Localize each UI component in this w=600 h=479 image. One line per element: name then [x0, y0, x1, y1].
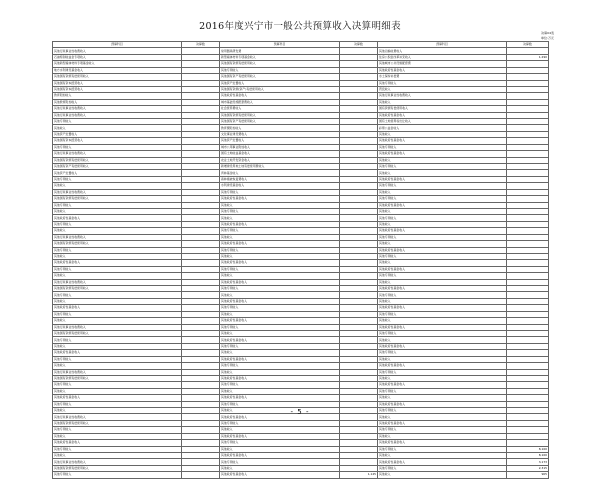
table-row	[53, 472, 549, 478]
budget-item-cell: 其他收入	[220, 202, 340, 208]
budget-item-cell: 其他政府性基金收入	[378, 266, 507, 272]
budget-item-cell: 其他政府性基金收入	[378, 363, 507, 369]
budget-item-cell: 彩票公益金收入	[378, 125, 507, 131]
budget-item-cell: 其他收入	[220, 369, 340, 375]
budget-item-cell: 其他收入	[378, 356, 507, 362]
budget-item-cell: 其他专项收入	[53, 176, 182, 182]
budget-item-cell: 其他政府性基金收入	[220, 356, 340, 362]
budget-item-cell: 其他专项收入	[53, 427, 182, 433]
budget-item-cell: 国有土地收益基金收入	[220, 151, 340, 157]
amount-cell: 8,100	[507, 453, 549, 459]
budget-item-cell: 其他专项收入	[53, 356, 182, 362]
amount-cell: 2,315	[507, 465, 549, 471]
budget-item-cell: 地方水利建设基金收入	[53, 67, 182, 73]
budget-item-cell: 其他收入	[53, 388, 182, 394]
budget-item-cell: 其他专项收入	[220, 324, 340, 330]
budget-item-cell: 其他收入	[378, 298, 507, 304]
budget-item-cell: 石油特别收益金专项收入	[53, 54, 182, 60]
budget-item-cell: 其他收入	[53, 183, 182, 189]
column-header: 决算数	[182, 42, 220, 48]
amount-cell: 8,100	[507, 446, 549, 452]
budget-item-cell: 其他政府性基金收入	[378, 305, 507, 311]
budget-item-cell: 其他收入	[378, 279, 507, 285]
budget-item-cell: 其他收入	[220, 330, 340, 336]
budget-item-cell: 其他收入	[220, 253, 340, 259]
budget-item-cell: 其他政府性基金收入	[220, 375, 340, 381]
budget-item-cell: 其他行政事业性收费收入	[53, 151, 182, 157]
budget-item-cell: 其他政府性基金收入	[378, 67, 507, 73]
budget-item-cell: 其他专项收入	[53, 337, 182, 343]
budget-item-cell: 其他专项收入	[53, 202, 182, 208]
budget-item-cell: 其他政府性基金收入	[220, 433, 340, 439]
budget-item-cell: 其他专项收入	[378, 273, 507, 279]
budget-item-cell: 其他收入	[378, 318, 507, 324]
budget-item-cell: 城市公用事业附加收入	[220, 144, 340, 150]
budget-item-cell: 其他专项收入	[378, 408, 507, 414]
budget-item-cell: 其他收入	[378, 99, 507, 105]
budget-item-cell: 其他政府性基金收入	[220, 337, 340, 343]
budget-item-cell: 其他专项收入	[378, 144, 507, 150]
budget-item-cell: 其他收入	[53, 253, 182, 259]
budget-item-cell: 其他专项收入	[378, 427, 507, 433]
budget-item-cell: 其他行政事业性收费收入	[53, 112, 182, 118]
budget-item-cell: 其他收入	[220, 465, 340, 471]
budget-item-cell: 其他收入	[378, 395, 507, 401]
budget-item-cell: 其他收入	[53, 453, 182, 459]
budget-item-cell: 其他国有资源有偿使用收入	[53, 74, 182, 80]
budget-item-cell: 其他专项收入	[220, 401, 340, 407]
budget-item-cell: 其他行政事业性收费收入	[53, 414, 182, 420]
budget-item-cell: 其他专项收入	[53, 221, 182, 227]
budget-item-cell: 其他收入	[220, 273, 340, 279]
amount-cell: 1,290	[507, 54, 549, 60]
budget-item-cell: 育林基金收入	[220, 170, 340, 176]
budget-item-cell: 其他专项收入	[378, 330, 507, 336]
budget-item-cell: 其他资产处置收入	[220, 138, 340, 144]
budget-item-cell: 其他行政事业性收费收入	[53, 324, 182, 330]
budget-item-cell: 其他国有资源有偿使用收入	[220, 112, 340, 118]
column-header: 决算数	[340, 42, 378, 48]
budget-item-cell: 文化事业建设费收入	[220, 131, 340, 137]
budget-item-cell: 其他专项收入	[53, 247, 182, 253]
budget-item-cell: 其他专项收入	[378, 183, 507, 189]
budget-item-cell: 其他政府性基金收入	[378, 440, 507, 446]
budget-item-cell: 其他政府性基金收入	[220, 318, 340, 324]
budget-item-cell: 其他国有资源有偿使用收入	[53, 196, 182, 202]
page-number: - 5 -	[290, 408, 310, 416]
budget-item-cell: 其他专项收入	[220, 363, 340, 369]
budget-item-cell: 其他收入	[378, 337, 507, 343]
budget-item-cell: 其他政府性基金收入	[220, 279, 340, 285]
budget-item-cell: 城市基础设施配套费收入	[220, 99, 340, 105]
budget-item-cell: 其他专项收入	[53, 446, 182, 452]
budget-item-cell: 其他收入	[53, 208, 182, 214]
budget-item-cell: 其他收入	[378, 157, 507, 163]
budget-item-cell: 其他收入	[220, 408, 340, 414]
amount-cell: 1,145	[340, 472, 378, 478]
budget-item-cell: 其他政府性基金收入	[378, 151, 507, 157]
budget-item-cell: 其他收入	[378, 433, 507, 439]
budget-item-cell: 其他专项收入	[53, 472, 182, 478]
budget-item-cell: 其他专项收入	[220, 420, 340, 426]
budget-item-cell: 其他政府性基金收入	[53, 440, 182, 446]
budget-item-cell: 其他专项收入	[220, 208, 340, 214]
budget-item-cell: 其他收入	[220, 388, 340, 394]
budget-item-cell: 教育费附加收入	[220, 125, 340, 131]
budget-item-cell: 其他专项收入	[53, 382, 182, 388]
budget-item-cell: 其他行政事业性收费收入	[53, 189, 182, 195]
budget-item-cell: 其他专项收入	[220, 382, 340, 388]
budget-item-cell: 其他政府性基金收入	[220, 414, 340, 420]
budget-item-cell: 其他专项收入	[378, 311, 507, 317]
budget-item-cell: 其他专项收入	[378, 388, 507, 394]
budget-item-cell: 其他国有资产有偿使用收入	[53, 164, 182, 170]
budget-item-cell: 其他收入	[220, 350, 340, 356]
budget-item-cell: 其他专项收入	[378, 215, 507, 221]
budget-item-cell: 其他新型墙体材料专项基金收入	[53, 61, 182, 67]
amount-cell: 3,173	[507, 459, 549, 465]
column-header: 决算数	[507, 42, 549, 48]
budget-item-cell: 其他政府性基金收入	[220, 395, 340, 401]
budget-item-cell: 其他政府性基金收入	[220, 453, 340, 459]
budget-item-cell: 其他国有资源有偿使用收入	[53, 375, 182, 381]
budget-item-cell: 其他收入	[378, 241, 507, 247]
budget-item-cell: 其他收入	[53, 228, 182, 234]
budget-item-cell: 其他专项收入	[220, 305, 340, 311]
budget-item-cell: 其他行政事业性收费收入	[378, 93, 507, 99]
budget-item-cell: 其他专项收入	[53, 119, 182, 125]
budget-item-cell: 新型墙体材料专项基金收入	[220, 54, 340, 60]
budget-item-cell: 其他收入	[378, 131, 507, 137]
budget-item-cell: 其他资产处置收入	[53, 170, 182, 176]
column-header: 预算科目	[220, 42, 340, 48]
budget-item-cell: 其他国有资本经营收入	[53, 138, 182, 144]
budget-item-cell: 其他行政事业性收费收入	[53, 279, 182, 285]
budget-item-cell: 其他政府性基金收入	[378, 382, 507, 388]
budget-item-cell: 其他收入	[220, 311, 340, 317]
budget-item-cell: 其他专项收入	[378, 369, 507, 375]
budget-item-cell: 教育附加收入	[53, 93, 182, 99]
budget-item-cell: 其他收入	[53, 363, 182, 369]
budget-item-cell: 其他专项收入	[53, 266, 182, 272]
budget-item-cell: 其他教育附加收入	[53, 99, 182, 105]
budget-item-cell: 其他专项收入	[378, 253, 507, 259]
budget-item-cell: 其他政府性基金收入	[378, 324, 507, 330]
budget-item-cell: 其他国有资源有偿使用收入	[53, 157, 182, 163]
budget-item-cell: 其他政府性基金收入	[378, 228, 507, 234]
budget-item-cell: 其他政府性基金收入	[53, 395, 182, 401]
budget-item-cell: 其他国有资本经营收入	[53, 86, 182, 92]
budget-item-cell: 其他政府性基金收入	[378, 459, 507, 465]
budget-item-cell: 其他收入	[378, 208, 507, 214]
budget-item-cell: 其他收入	[378, 414, 507, 420]
budget-item-cell: 其他收入	[378, 170, 507, 176]
budget-item-cell: 其他收入	[220, 427, 340, 433]
budget-item-cell: 其他专项收入	[378, 234, 507, 240]
budget-item-cell: 其他政府性基金收入	[220, 221, 340, 227]
budget-item-cell: 其他国有资产有偿使用收入	[220, 74, 340, 80]
form-code: 决算04表	[541, 31, 554, 35]
amount-cell: 965	[507, 472, 549, 478]
budget-item-cell: 其他国有资源有偿使用收入	[53, 420, 182, 426]
budget-item-cell: 其他国有资本经营收入	[53, 80, 182, 86]
budget-item-cell: 罚没收入	[378, 86, 507, 92]
budget-item-cell: 森林植被恢复费收入	[220, 176, 340, 182]
budget-item-cell: 其他政府性基金收入	[220, 298, 340, 304]
budget-item-cell: 其他政府性基金收入	[220, 472, 340, 478]
unit-label: 单位:万元	[540, 36, 554, 40]
budget-item-cell: 其他政府性基金收入	[378, 343, 507, 349]
budget-item-cell: 其他收入	[378, 472, 507, 478]
budget-item-cell: 其他收入	[53, 318, 182, 324]
budget-item-cell: 其他专项收入	[220, 189, 340, 195]
budget-item-cell: 其他行政事业性收费收入	[53, 369, 182, 375]
budget-item-cell: 其他专项收入	[220, 343, 340, 349]
budget-item-cell: 其他政府性基金收入	[378, 401, 507, 407]
budget-item-cell: 其他专项收入	[378, 350, 507, 356]
budget-item-cell: 其他专项收入	[53, 401, 182, 407]
budget-item-cell: 其他专项收入	[378, 164, 507, 170]
budget-item-cell: 其他收入	[53, 343, 182, 349]
budget-item-cell: 其他政府性基金收入	[378, 112, 507, 118]
budget-item-cell: 其他专项收入	[220, 459, 340, 465]
budget-item-cell: 其他行政事业性收费收入	[53, 234, 182, 240]
budget-item-cell: 其他国有资源有偿使用收入	[220, 61, 340, 67]
budget-item-cell: 其他行政事业性收费收入	[53, 48, 182, 54]
budget-item-cell: 其他专项收入	[220, 266, 340, 272]
budget-item-cell: 其他政府性基金收入	[378, 286, 507, 292]
budget-item-cell: 其他国有资源有偿使用收入	[53, 465, 182, 471]
budget-item-cell: 其他专项收入	[220, 247, 340, 253]
budget-item-cell: 其他政府性基金收入	[378, 420, 507, 426]
budget-item-cell: 其他政府性基金收入	[378, 247, 507, 253]
budget-item-cell: 其他专项收入	[378, 80, 507, 86]
budget-item-cell: 其他专项收入	[220, 67, 340, 73]
budget-item-cell: 其他专项收入	[53, 311, 182, 317]
budget-item-cell: 其他国有资产有偿使用收入	[220, 119, 340, 125]
budget-item-cell: 社会抚养费收入	[220, 106, 340, 112]
budget-item-cell: 其他国有资源(资产)有偿使用收入	[220, 86, 340, 92]
column-header: 预算科目	[378, 42, 507, 48]
budget-item-cell: 其他收入	[378, 221, 507, 227]
budget-item-cell: 其他收入	[378, 375, 507, 381]
budget-item-cell: 常用器具研发费	[220, 48, 340, 54]
budget-item-cell: 其他专项收入	[53, 292, 182, 298]
budget-item-cell: 其他专项收入	[378, 465, 507, 471]
budget-item-cell: 其他专项收入	[220, 440, 340, 446]
budget-item-cell: 其他国有资源有偿使用收入	[53, 330, 182, 336]
budget-item-cell: 其他收入	[378, 453, 507, 459]
budget-item-cell: 其他专项收入	[378, 446, 507, 452]
budget-item-cell: 其他收入	[53, 298, 182, 304]
budget-item-cell: 新增建设用地土地有偿使用费收入	[220, 164, 340, 170]
budget-item-cell: 其他政府性基金收入	[53, 305, 182, 311]
budget-item-cell: 其他资产处置收入	[53, 131, 182, 137]
budget-item-cell: 其他收入	[53, 433, 182, 439]
budget-item-cell: 其他收入	[378, 189, 507, 195]
budget-item-cell: 其他政府性基金收入	[378, 202, 507, 208]
budget-item-cell: 其他行政事业性收费收入	[53, 459, 182, 465]
budget-item-cell: 水土保持补偿费	[378, 74, 507, 80]
budget-item-cell: 其他政府性基金收入	[53, 215, 182, 221]
budget-item-cell: 其他收入	[220, 234, 340, 240]
budget-item-cell: 农业土地开发资金收入	[220, 157, 340, 163]
budget-item-cell: 其他政府性基金收入	[53, 260, 182, 266]
budget-item-cell: 其他政府性基金收入	[220, 260, 340, 266]
budget-item-cell: 其他专项收入	[220, 286, 340, 292]
budget-item-cell: 其他政府性基金收入	[378, 176, 507, 182]
budget-item-cell: 水利建设基金收入	[220, 183, 340, 189]
budget-item-cell: 其他专项收入	[378, 196, 507, 202]
budget-item-cell: 其他专项收入	[220, 228, 340, 234]
budget-item-cell: 国有资源有偿使用收入	[378, 106, 507, 112]
budget-item-cell: 其他专项收入	[378, 292, 507, 298]
budget-item-cell: 其他收入	[378, 260, 507, 266]
budget-item-cell: 其他收入	[53, 273, 182, 279]
budget-item-cell: 国有土地使用权出让收入	[378, 119, 507, 125]
budget-item-cell: 其他收入	[220, 292, 340, 298]
budget-item-cell: 其他政府性基金收入	[220, 241, 340, 247]
budget-item-cell: 其他资产处置收入	[220, 80, 340, 86]
budget-item-cell: 其他国有资源有偿使用收入	[53, 241, 182, 247]
budget-item-cell: 其他收入	[53, 408, 182, 414]
budget-item-cell: 其他行政事业性收费收入	[53, 106, 182, 112]
budget-item-cell: 其他政府性基金收入	[220, 196, 340, 202]
column-header: 预算科目	[53, 42, 182, 48]
budget-item-cell: 其他政府性基金收入	[53, 350, 182, 356]
budget-item-cell: 其他国有资源有偿使用收入	[53, 286, 182, 292]
budget-item-cell: 其他专项收入	[53, 144, 182, 150]
budget-item-cell: 其他政府性基金收入	[220, 93, 340, 99]
budget-item-cell: 其他城市公共设施配套费	[378, 61, 507, 67]
budget-item-cell: 其他政府性基金收入	[378, 138, 507, 144]
budget-item-cell: 其他收入	[220, 446, 340, 452]
page-title: 2016年度兴宁市一般公共预算收入决算明细表	[199, 21, 401, 32]
budget-item-cell: 其他收入	[220, 215, 340, 221]
amount-cell	[182, 472, 220, 478]
budget-item-cell: 其他收入	[53, 125, 182, 131]
budget-item-cell: 住房公积金改革补充收入	[378, 54, 507, 60]
budget-item-cell: 其他运输收费收入	[378, 48, 507, 54]
